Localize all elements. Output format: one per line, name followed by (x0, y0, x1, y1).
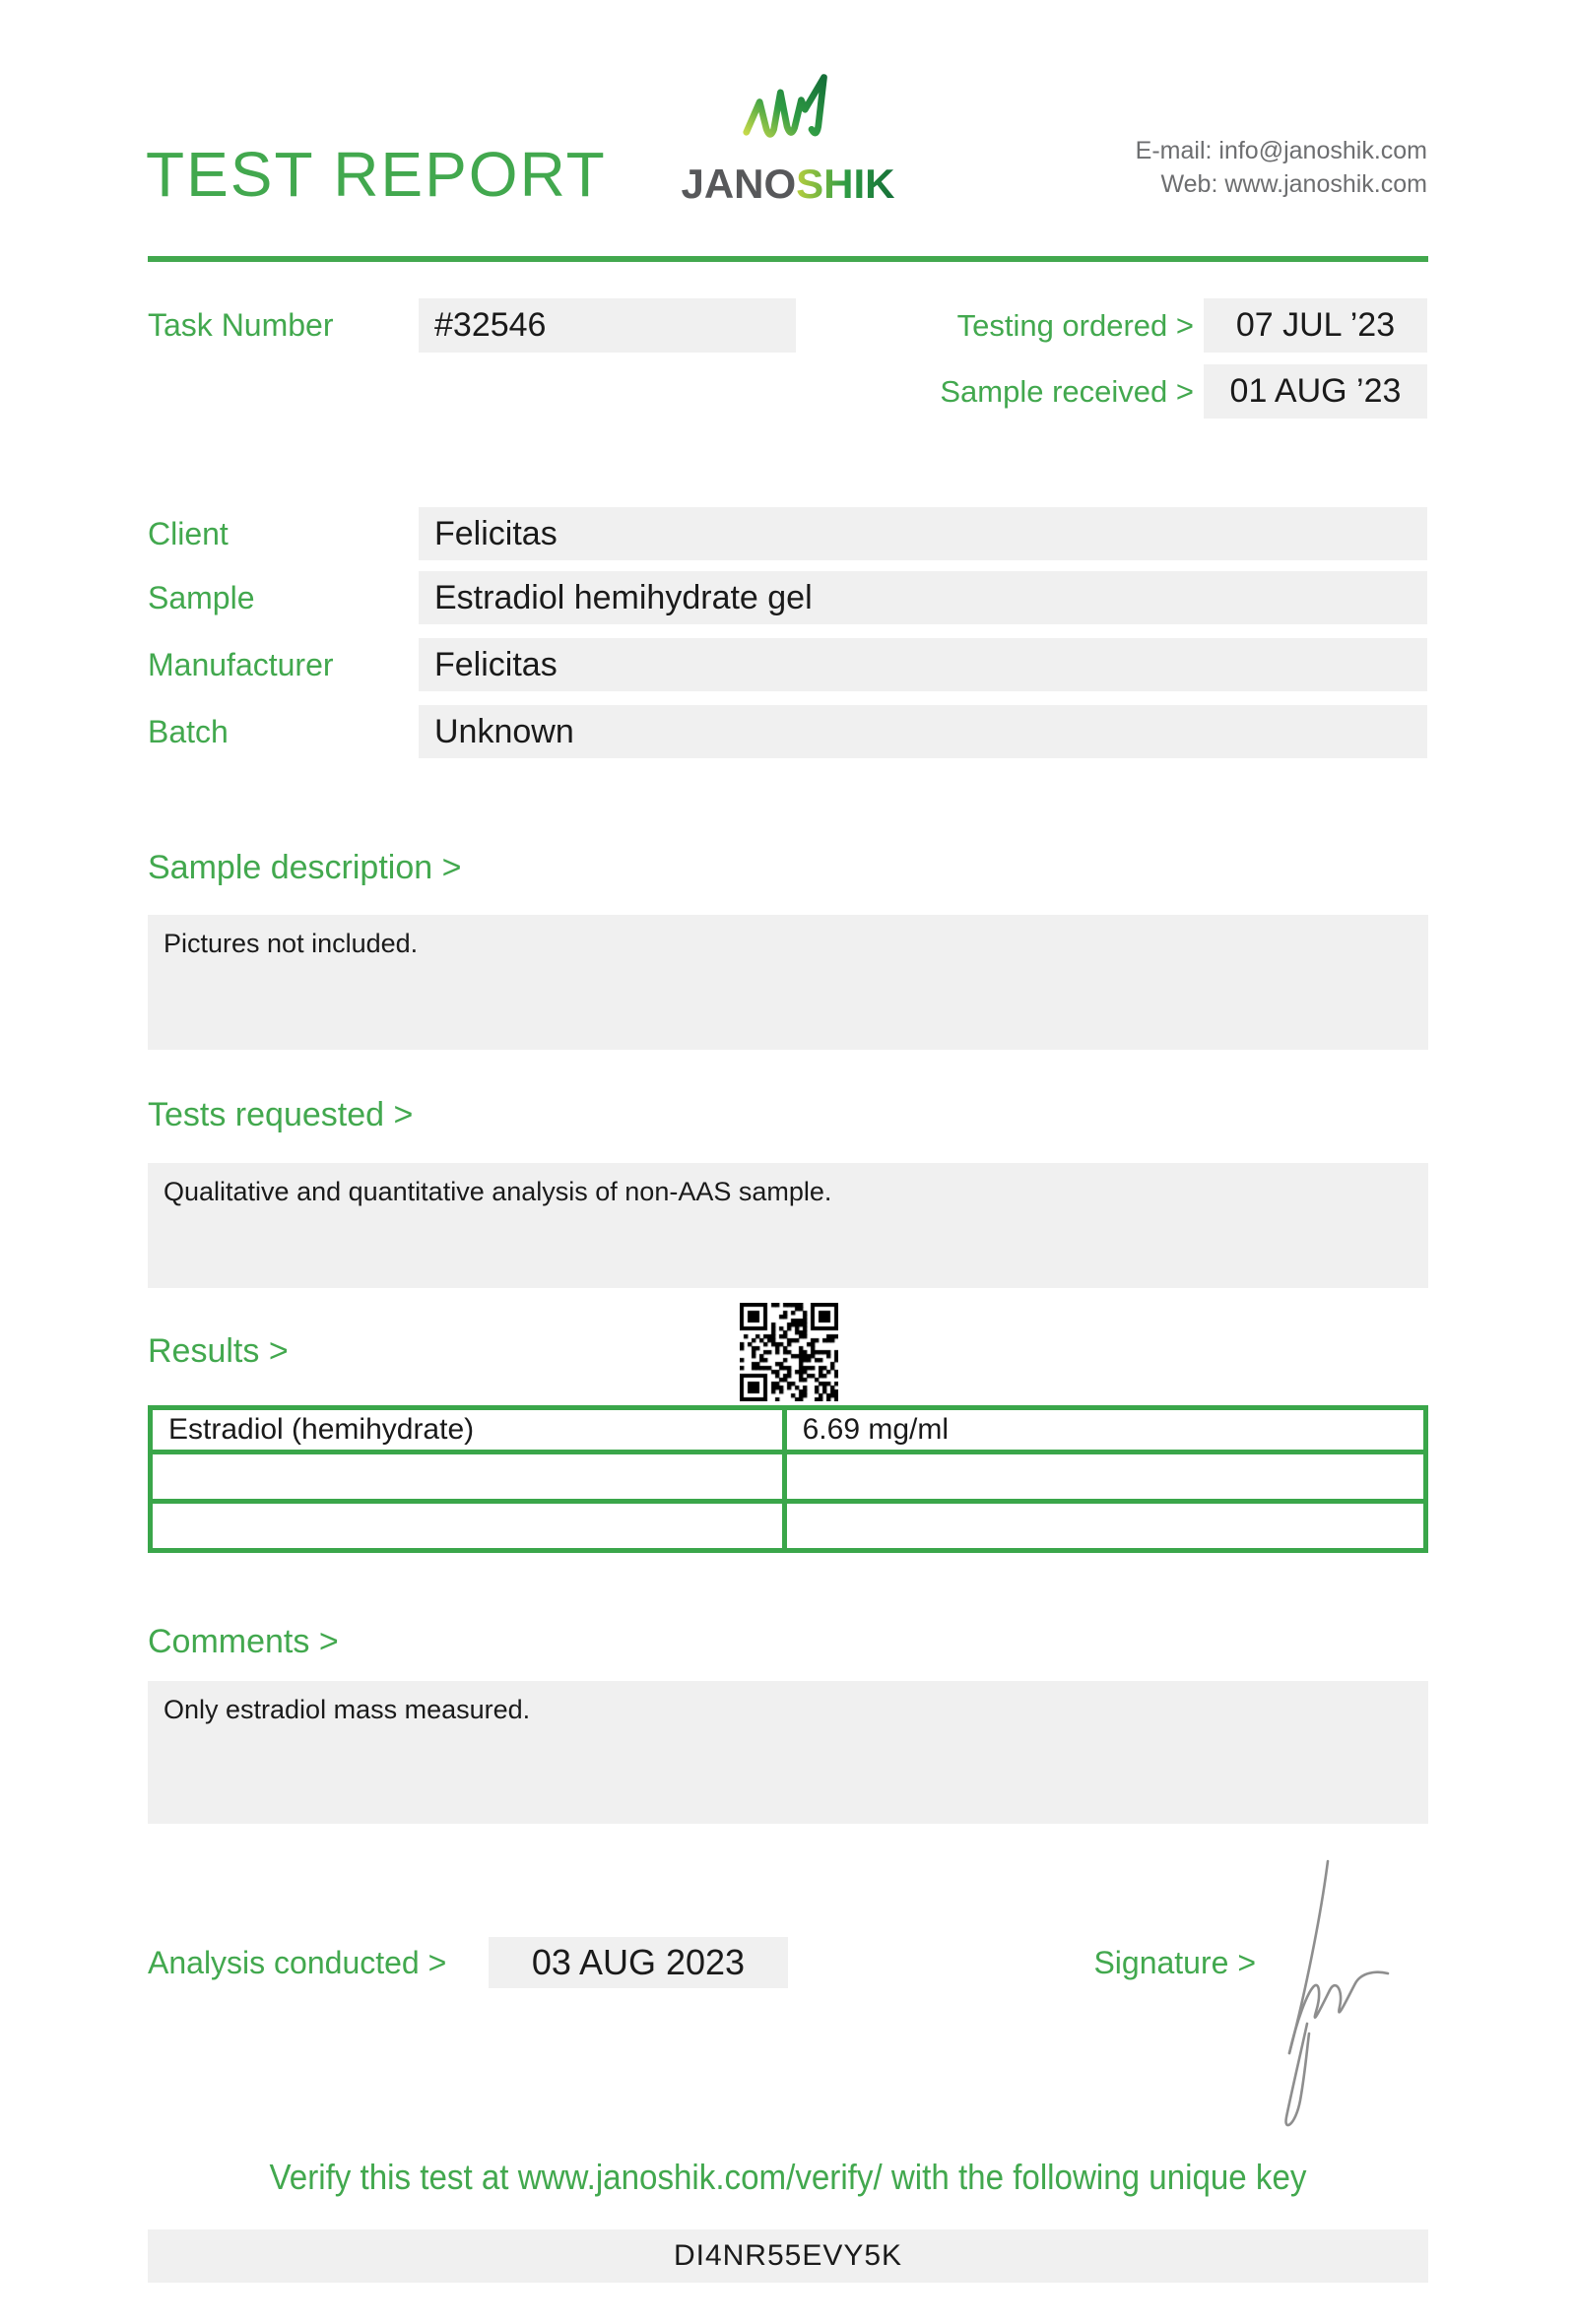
comments-box: Only estradiol mass measured. (148, 1681, 1428, 1824)
task-number-label: Task Number (148, 307, 334, 343)
sample-description-heading: Sample description > (148, 849, 462, 886)
tests-requested-heading: Tests requested > (148, 1096, 414, 1133)
contact-web-line (1136, 167, 1427, 201)
testing-ordered-value: 07 JUL ’23 (1204, 298, 1427, 353)
table-row (151, 1452, 1426, 1502)
signature-label: Signature > (1093, 1945, 1256, 1980)
result-analyte: Estradiol (hemihydrate) (151, 1408, 785, 1452)
batch-label: Batch (148, 714, 229, 749)
email-label: E-mail: (1135, 137, 1213, 164)
page-title: TEST REPORT (146, 139, 607, 210)
client-label: Client (148, 516, 229, 551)
brand-jano: JANO (681, 161, 797, 207)
testing-ordered-label: Testing ordered > (956, 308, 1194, 343)
sample-received-label: Sample received > (940, 374, 1194, 409)
signature-scribble (1266, 1846, 1413, 2142)
contact-email-line (1136, 134, 1427, 167)
result-value: 6.69 mg/ml (784, 1408, 1425, 1452)
analysis-conducted-label: Analysis conducted > (148, 1945, 447, 1980)
sample-description-box: Pictures not included. (148, 915, 1428, 1050)
verify-instruction: Verify this test at www.janoshik.com/verify/ with the following unique key (269, 2157, 1307, 2197)
header-divider (148, 256, 1428, 262)
client-value: Felicitas (419, 507, 1427, 560)
result-analyte (151, 1502, 785, 1551)
brand-shik: SHIK (796, 161, 895, 207)
trend-chart-icon (741, 71, 835, 158)
tests-requested-box: Qualitative and quantitative analysis of non-AAS sample. (148, 1163, 1428, 1288)
table-row (151, 1408, 1426, 1452)
results-heading: Results > (148, 1332, 289, 1370)
email-value: info@janoshik.com (1218, 137, 1427, 164)
janoshik-logo (680, 71, 896, 205)
result-analyte (151, 1452, 785, 1502)
result-value (784, 1452, 1425, 1502)
task-number-value: #32546 (419, 298, 796, 353)
brand-wordmark (680, 163, 896, 205)
web-value: www.janoshik.com (1224, 170, 1427, 198)
comments-heading: Comments > (148, 1623, 339, 1660)
batch-value: Unknown (419, 705, 1427, 758)
sample-received-value: 01 AUG ’23 (1204, 364, 1427, 419)
sample-label: Sample (148, 580, 255, 615)
manufacturer-value: Felicitas (419, 638, 1427, 691)
results-table (148, 1405, 1428, 1553)
web-label: Web: (1160, 170, 1218, 198)
result-value (784, 1502, 1425, 1551)
contact-info (1136, 134, 1427, 201)
analysis-conducted-value: 03 AUG 2023 (489, 1937, 788, 1988)
verify-key: DI4NR55EVY5K (148, 2229, 1428, 2283)
sample-value: Estradiol hemihydrate gel (419, 571, 1427, 624)
table-row (151, 1502, 1426, 1551)
qr-code (740, 1303, 838, 1401)
manufacturer-label: Manufacturer (148, 647, 334, 682)
